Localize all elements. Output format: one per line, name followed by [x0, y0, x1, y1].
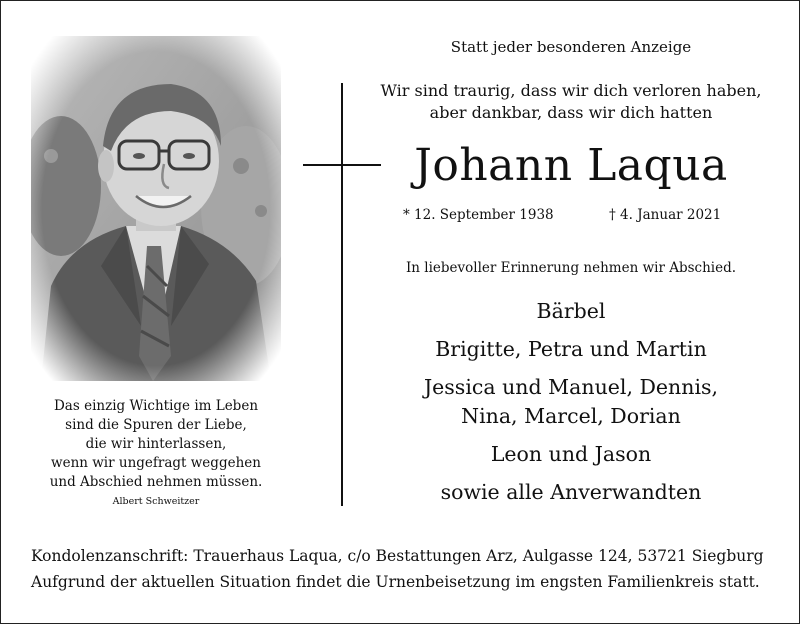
family-list — [361, 297, 781, 516]
motto-line: Wir sind traurig, dass wir dich verloren haben, — [380, 81, 762, 100]
birth-date: * 12. September 1938 — [403, 207, 554, 223]
quote-line: und Abschied nehmen müssen. — [49, 474, 263, 490]
motto-line: aber dankbar, dass wir dich hatten — [429, 103, 713, 122]
family-entry — [361, 440, 781, 469]
motto — [361, 80, 781, 124]
family-line: Bärbel — [536, 299, 606, 323]
portrait-photo — [31, 36, 281, 381]
deceased-name: Johann Laqua — [414, 140, 728, 191]
quote-line: Das einzig Wichtige im Leben — [53, 398, 259, 414]
family-entry — [361, 335, 781, 364]
quote-author: Albert Schweitzer — [112, 496, 200, 507]
condolence-address: Kondolenzanschrift: Trauerhaus Laqua, c/o Bestattungen Arz, Aulgasse 124, 53721 Siegburg — [31, 547, 764, 565]
cross-icon-vertical — [341, 83, 343, 506]
quote-line: sind die Spuren der Liebe, — [65, 417, 247, 433]
death-date: † 4. Januar 2021 — [609, 207, 722, 223]
family-line: Brigitte, Petra und Martin — [435, 337, 707, 361]
farewell-text: In liebevoller Erinnerung nehmen wir Abschied. — [405, 260, 737, 276]
family-entry — [361, 297, 781, 326]
preamble: Statt jeder besonderen Anzeige — [450, 38, 692, 56]
family-entry — [361, 373, 781, 431]
family-line: sowie alle Anverwandten — [440, 480, 702, 504]
quote-line: wenn wir ungefragt weggehen — [51, 455, 261, 471]
family-line: Leon und Jason — [490, 442, 652, 466]
memorial-quote — [31, 397, 281, 510]
family-entry — [361, 478, 781, 507]
quote-line: die wir hinterlassen, — [85, 436, 227, 452]
burial-notice: Aufgrund der aktuellen Situation findet die Urnenbeisetzung im engsten Familienkreis statt. — [31, 573, 760, 591]
family-line: Jessica und Manuel, Dennis, — [423, 375, 719, 399]
footer — [31, 543, 771, 595]
family-line: Nina, Marcel, Dorian — [461, 404, 681, 428]
portrait-illustration — [31, 36, 281, 381]
